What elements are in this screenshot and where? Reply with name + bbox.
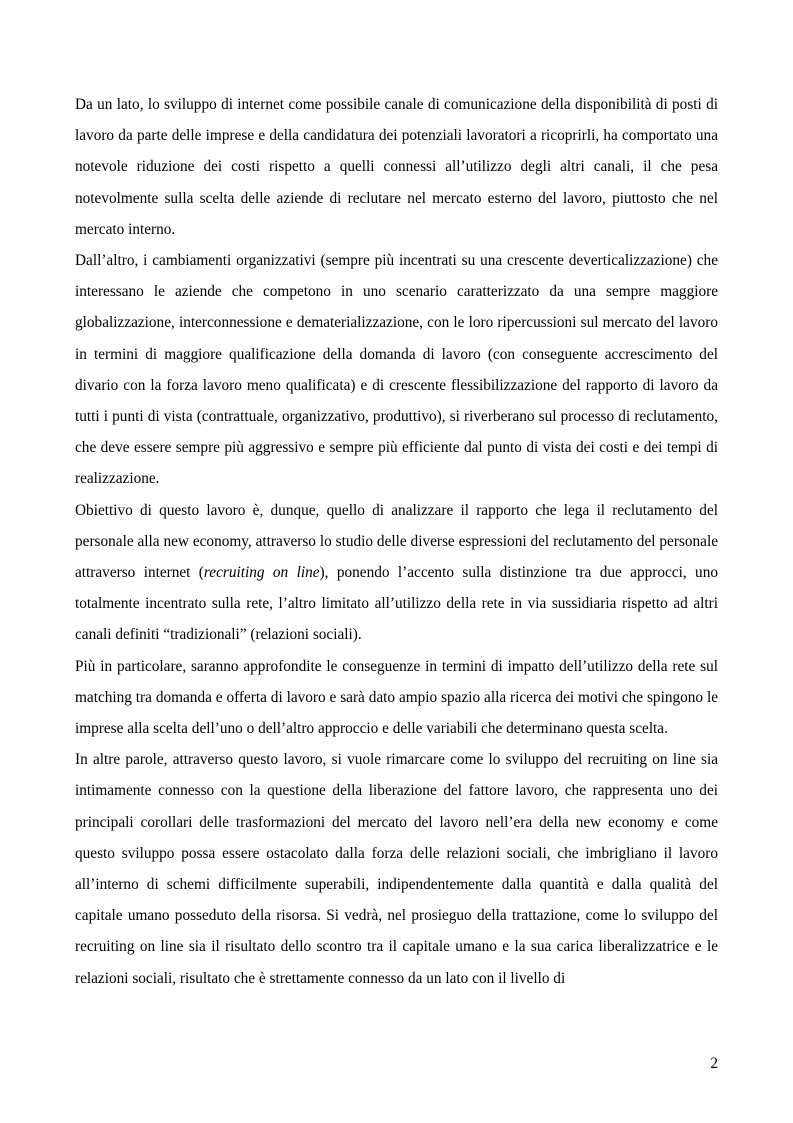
objective-text-after: ), ponendo l’accento sulla distinzione tra due approcci, uno totalmente incentrato sulla rete, l’altro limitato all’utilizzo della rete in via sussidiaria rispetto ad altri canali definiti “tradizionali” (relazioni sociali). [75,564,718,644]
page-number: 2 [710,1055,718,1072]
paragraph-conclusion: In altre parole, attraverso questo lavoro, si vuole rimarcare come lo sviluppo del recruiting on line sia intimamente connesso con la questione della liberazione del fattore lavoro, che rappresenta uno dei principali corollari delle trasformazioni del mercato del lavoro nell’era della new economy e come questo sviluppo possa essere ostacolato dalla forza delle relazioni sociali, che imbrigliano il lavoro all’interno di schemi difficilmente superabili, indipendentemente dalla quantità e dalla qualità del capitale umano posseduto della risorsa. Si vedrà, nel prosieguo della trattazione, come lo sviluppo del recruiting on line sia il risultato dello scontro tra il capitale umano e la sua carica liberalizzatrice e le relazioni sociali, risultato che è strettamente connesso da un lato con il livello di [75,751,718,987]
paragraph-organizational-changes: Dall’altro, i cambiamenti organizzativi (sempre più incentrati su una crescente deverticalizzazione) che interessano le aziende che competono in uno scenario caratterizzato da una sempre maggiore globalizzazione, interconnessione e dematerializzazione, con le loro ripercussioni sul mercato del lavoro in termini di maggiore qualificazione della domanda di lavoro (con conseguente accrescimento del divario con la forza lavoro meno qualificata) e di crescente flessibilizzazione del rapporto di lavoro da tutti i punti di vista (contrattuale, organizzativo, produttivo), si riverberano sul processo di reclutamento, che deve essere sempre più aggressivo e sempre più efficiente dal punto di vista dei costi e dei tempi di realizzazione. [75,252,718,488]
objective-italic-term: recruiting on line [203,564,320,582]
paragraph-details: Più in particolare, saranno approfondite le conseguenze in termini di impatto dell’utilizzo della rete sul matching tra domanda e offerta di lavoro e sarà dato ampio spazio alla ricerca dei motivi che spingono le imprese alla scelta dell’uno o dell’altro approccio e delle variabili che determinano questa scelta. [75,657,718,738]
paragraph-objective [75,495,718,651]
objective-text-before: Obiettivo di questo lavoro è, dunque, quello di analizzare il rapporto che lega il reclutamento del personale alla new economy, attraverso lo studio delle diverse espressioni del reclutamento del personale attraverso internet ( [75,501,718,582]
paragraph-internet-costs: Da un lato, lo sviluppo di internet come possibile canale di comunicazione della disponibilità di posti di lavoro da parte delle imprese e della candidatura dei potenziali lavoratori a ricoprirli, ha comportato una notevole riduzione dei costi rispetto a quelli connessi all’utilizzo degli altri canali, il che pesa notevolmente sulla scelta delle aziende di reclutare nel mercato esterno del lavoro, piuttosto che nel mercato interno. [75,96,718,238]
document-body [75,89,718,994]
